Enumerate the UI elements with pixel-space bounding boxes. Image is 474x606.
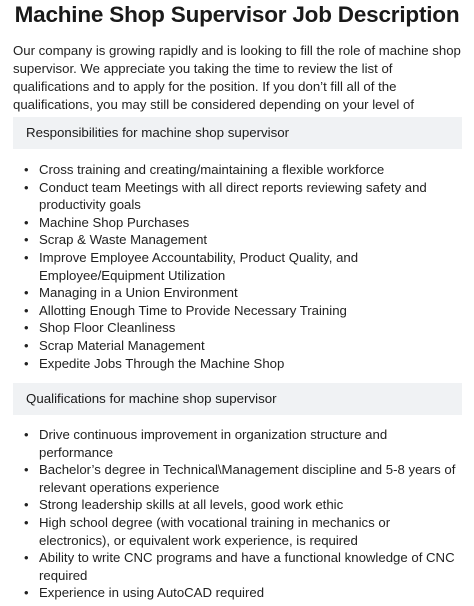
bullet-icon: • [24, 514, 29, 530]
bullet-icon: • [24, 214, 29, 230]
list-item-text: Improve Employee Accountability, Product Quality, and Employee/Equipment Utilization [39, 249, 359, 283]
bullet-icon: • [24, 320, 29, 336]
bullet-icon: • [24, 355, 29, 371]
bullet-icon: • [24, 249, 29, 265]
bullet-icon: • [24, 497, 29, 513]
list-item-text: Bachelor’s degree in Technical\Management discipline and 5-8 years of relevant operations experience [39, 462, 456, 495]
responsibilities-header: Responsibilities for machine shop supervisor [13, 117, 462, 149]
list-item [22, 461, 462, 496]
bullet-icon: • [24, 162, 29, 177]
bullet-icon: • [24, 232, 29, 248]
list-item-text: Managing in a Union Environment [39, 285, 238, 301]
list-item [22, 249, 462, 284]
list-item [22, 514, 462, 549]
list-item-text: High school degree (with vocational training in mechanics or electronics), or equivalent work experience, is required [39, 514, 391, 548]
list-item-text: Experience in using AutoCAD required [39, 585, 265, 601]
list-item-text: Cross training and creating/maintaining a flexible workforce [39, 162, 385, 177]
qualifications-header: Qualifications for machine shop supervisor [13, 383, 462, 415]
page-title: Machine Shop Supervisor Job Description [14, 2, 460, 27]
list-item-text: Allotting Enough Time to Provide Necessary Training [39, 302, 347, 318]
list-item-text: Shop Floor Cleanliness [39, 320, 176, 336]
list-item-text: Ability to write CNC programs and have a functional knowledge of CNC required [39, 550, 455, 583]
list-item-text: Machine Shop Purchases [39, 214, 190, 230]
list-item-text: Drive continuous improvement in organization structure and performance [39, 427, 388, 460]
bullet-icon: • [24, 179, 29, 195]
bullet-icon: • [24, 337, 29, 353]
list-item [22, 179, 462, 214]
qualifications-list [22, 426, 462, 602]
list-item [22, 161, 462, 179]
bullet-icon: • [24, 462, 29, 478]
list-item [22, 426, 462, 461]
list-item [22, 284, 462, 302]
list-item-text: Scrap Material Management [39, 337, 205, 353]
list-item [22, 355, 462, 373]
bullet-icon: • [24, 302, 29, 318]
bullet-icon: • [24, 427, 29, 442]
list-item [22, 231, 462, 249]
intro-paragraph: Our company is growing rapidly and is looking to fill the role of machine shop supervisor. We appreciate you taking the time to review the list of qualifications and to apply for the position. If you don’t fill all of the qualifications, you may still be considered depending on your level of [13, 43, 461, 112]
bullet-icon: • [24, 585, 29, 601]
bullet-icon: • [24, 550, 29, 566]
list-item [22, 337, 462, 355]
list-item [22, 302, 462, 320]
list-item [22, 319, 462, 337]
list-item-text: Conduct team Meetings with all direct reports reviewing safety and productivity goals [39, 179, 427, 213]
responsibilities-list [22, 161, 462, 372]
bullet-icon: • [24, 285, 29, 301]
list-item [22, 496, 462, 514]
list-item [22, 584, 462, 602]
list-item-text: Strong leadership skills at all levels, good work ethic [39, 497, 344, 513]
list-item-text: Expedite Jobs Through the Machine Shop [39, 355, 285, 371]
list-item-text: Scrap & Waste Management [39, 232, 208, 248]
list-item [22, 549, 462, 584]
list-item [22, 214, 462, 232]
